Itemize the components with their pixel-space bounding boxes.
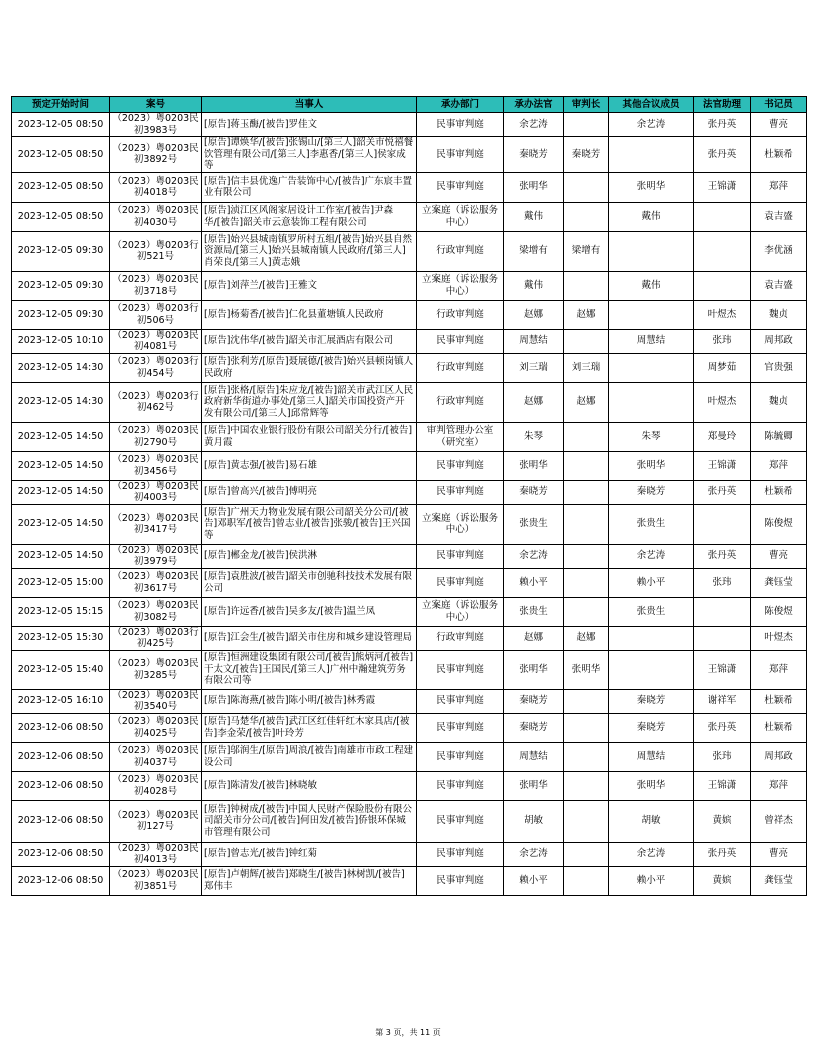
cell-judge: 张明华 bbox=[504, 650, 564, 689]
cell-clerk: 陈俊煜 bbox=[751, 504, 807, 544]
cell-department: 行政审判庭 bbox=[417, 626, 504, 650]
table-row bbox=[12, 451, 807, 480]
cell-case-number: （2023）粤0203民初3718号 bbox=[110, 271, 202, 300]
cell-assistant: 张丹英 bbox=[694, 544, 751, 568]
table-row bbox=[12, 422, 807, 451]
cell-department: 行政审判庭 bbox=[417, 382, 504, 422]
cell-clerk: 郑萍 bbox=[751, 451, 807, 480]
cell-clerk: 魏贞 bbox=[751, 382, 807, 422]
cell-assistant: 谢祥军 bbox=[694, 689, 751, 713]
cell-judge: 张明华 bbox=[504, 451, 564, 480]
cell-other-members bbox=[609, 650, 694, 689]
cell-clerk: 袁吉盛 bbox=[751, 271, 807, 300]
cell-assistant bbox=[694, 231, 751, 271]
table-row bbox=[12, 231, 807, 271]
cell-other-members: 余艺涛 bbox=[609, 842, 694, 866]
cell-assistant: 张玮 bbox=[694, 329, 751, 353]
cell-assistant bbox=[694, 626, 751, 650]
cell-judge: 余艺涛 bbox=[504, 842, 564, 866]
table-row bbox=[12, 271, 807, 300]
cell-start-time: 2023-12-05 15:40 bbox=[12, 650, 110, 689]
cell-judge: 赖小平 bbox=[504, 568, 564, 597]
cell-department: 民事审判庭 bbox=[417, 742, 504, 771]
cell-chief-judge: 赵娜 bbox=[564, 300, 609, 329]
cell-start-time: 2023-12-05 14:50 bbox=[12, 504, 110, 544]
cell-other-members: 张明华 bbox=[609, 172, 694, 202]
cell-other-members bbox=[609, 137, 694, 173]
cell-chief-judge bbox=[564, 451, 609, 480]
cell-case-number: （2023）粤0203民初4018号 bbox=[110, 172, 202, 202]
cell-assistant: 王锦潇 bbox=[694, 451, 751, 480]
cell-department: 民事审判庭 bbox=[417, 689, 504, 713]
cell-assistant: 王锦潇 bbox=[694, 172, 751, 202]
header-case-number: 案号 bbox=[110, 97, 202, 113]
cell-chief-judge bbox=[564, 842, 609, 866]
cell-judge: 秦晓芳 bbox=[504, 137, 564, 173]
cell-other-members: 秦晓芳 bbox=[609, 689, 694, 713]
cell-judge: 赖小平 bbox=[504, 866, 564, 895]
cell-assistant: 王锦潇 bbox=[694, 650, 751, 689]
cell-parties: [原告]江会生/[被告]韶关市住房和城乡建设管理局 bbox=[202, 626, 417, 650]
table-row bbox=[12, 866, 807, 895]
cell-chief-judge bbox=[564, 113, 609, 137]
cell-clerk: 郑萍 bbox=[751, 650, 807, 689]
cell-other-members: 戴伟 bbox=[609, 271, 694, 300]
cell-department: 民事审判庭 bbox=[417, 172, 504, 202]
cell-clerk: 魏贞 bbox=[751, 300, 807, 329]
table-row bbox=[12, 713, 807, 742]
cell-chief-judge bbox=[564, 172, 609, 202]
schedule-table bbox=[11, 96, 807, 896]
cell-clerk: 曹亮 bbox=[751, 842, 807, 866]
cell-start-time: 2023-12-05 16:10 bbox=[12, 689, 110, 713]
cell-start-time: 2023-12-05 10:10 bbox=[12, 329, 110, 353]
cell-case-number: （2023）粤0203民初2790号 bbox=[110, 422, 202, 451]
cell-chief-judge: 刘三瑞 bbox=[564, 353, 609, 382]
cell-start-time: 2023-12-06 08:50 bbox=[12, 842, 110, 866]
cell-judge: 余艺涛 bbox=[504, 544, 564, 568]
cell-chief-judge bbox=[564, 713, 609, 742]
cell-other-members: 朱琴 bbox=[609, 422, 694, 451]
cell-department: 民事审判庭 bbox=[417, 866, 504, 895]
cell-clerk: 杜颖希 bbox=[751, 713, 807, 742]
table-row bbox=[12, 382, 807, 422]
cell-parties: [原告]钟树成/[被告]中国人民财产保险股份有限公司韶关市分公司/[被告]何田发/[被告]侨银环保城市管理有限公司 bbox=[202, 800, 417, 842]
cell-case-number: （2023）粤0203民初3417号 bbox=[110, 504, 202, 544]
cell-clerk: 陈俊煜 bbox=[751, 597, 807, 626]
cell-other-members: 张贵生 bbox=[609, 504, 694, 544]
cell-chief-judge bbox=[564, 800, 609, 842]
cell-department: 民事审判庭 bbox=[417, 480, 504, 504]
cell-case-number: （2023）粤0203民初3851号 bbox=[110, 866, 202, 895]
cell-other-members: 秦晓芳 bbox=[609, 480, 694, 504]
cell-assistant: 张丹英 bbox=[694, 480, 751, 504]
cell-other-members: 胡敏 bbox=[609, 800, 694, 842]
header-judge: 承办法官 bbox=[504, 97, 564, 113]
cell-judge: 秦晓芳 bbox=[504, 713, 564, 742]
cell-start-time: 2023-12-06 08:50 bbox=[12, 771, 110, 800]
cell-department: 行政审判庭 bbox=[417, 231, 504, 271]
cell-other-members: 余艺涛 bbox=[609, 113, 694, 137]
cell-clerk: 陈毓卿 bbox=[751, 422, 807, 451]
cell-case-number: （2023）粤0203民初4030号 bbox=[110, 202, 202, 231]
cell-parties: [原告]广州天力物业发展有限公司韶关分公司/[被告]邓职军/[被告]曾志业/[被告]张骏/[被告]王兴国等 bbox=[202, 504, 417, 544]
cell-judge: 张贵生 bbox=[504, 504, 564, 544]
table-row bbox=[12, 353, 807, 382]
cell-judge: 秦晓芳 bbox=[504, 689, 564, 713]
cell-parties: [原告]卢朝辉/[被告]郑晓生/[被告]林树凯/[被告]郑伟丰 bbox=[202, 866, 417, 895]
table-row bbox=[12, 626, 807, 650]
cell-other-members bbox=[609, 353, 694, 382]
table-row bbox=[12, 800, 807, 842]
cell-parties: [原告]沈伟华/[被告]韶关市汇展酒店有限公司 bbox=[202, 329, 417, 353]
cell-case-number: （2023）粤0203民初3892号 bbox=[110, 137, 202, 173]
table-row bbox=[12, 172, 807, 202]
cell-department: 民事审判庭 bbox=[417, 544, 504, 568]
cell-assistant bbox=[694, 597, 751, 626]
cell-parties: [原告]陈海燕/[被告]陈小明/[被告]林秀霞 bbox=[202, 689, 417, 713]
cell-start-time: 2023-12-05 09:30 bbox=[12, 300, 110, 329]
cell-judge: 朱琴 bbox=[504, 422, 564, 451]
cell-parties: [原告]曾志光/[被告]钟红菊 bbox=[202, 842, 417, 866]
cell-case-number: （2023）粤0203行初521号 bbox=[110, 231, 202, 271]
cell-chief-judge bbox=[564, 480, 609, 504]
table-row bbox=[12, 202, 807, 231]
cell-chief-judge bbox=[564, 597, 609, 626]
cell-department: 立案庭（诉讼服务中心） bbox=[417, 202, 504, 231]
cell-parties: [原告]邬润生/[原告]周浪/[被告]南雄市市政工程建设公司 bbox=[202, 742, 417, 771]
cell-assistant bbox=[694, 202, 751, 231]
cell-case-number: （2023）粤0203民初3979号 bbox=[110, 544, 202, 568]
cell-assistant: 黄嫔 bbox=[694, 866, 751, 895]
cell-chief-judge: 赵娜 bbox=[564, 382, 609, 422]
cell-start-time: 2023-12-05 15:30 bbox=[12, 626, 110, 650]
cell-department: 民事审判庭 bbox=[417, 329, 504, 353]
table-row bbox=[12, 504, 807, 544]
cell-department: 立案庭（诉讼服务中心） bbox=[417, 271, 504, 300]
cell-judge: 周慧结 bbox=[504, 742, 564, 771]
cell-case-number: （2023）粤0203民初3082号 bbox=[110, 597, 202, 626]
cell-clerk: 曹亮 bbox=[751, 113, 807, 137]
cell-other-members: 周慧结 bbox=[609, 742, 694, 771]
cell-case-number: （2023）粤0203民初4037号 bbox=[110, 742, 202, 771]
cell-judge: 赵娜 bbox=[504, 382, 564, 422]
cell-case-number: （2023）粤0203行初425号 bbox=[110, 626, 202, 650]
cell-other-members: 秦晓芳 bbox=[609, 713, 694, 742]
cell-assistant: 张丹英 bbox=[694, 713, 751, 742]
cell-assistant: 黄嫔 bbox=[694, 800, 751, 842]
cell-parties: [原告]曾高兴/[被告]傅明亮 bbox=[202, 480, 417, 504]
cell-other-members: 张明华 bbox=[609, 771, 694, 800]
header-department: 承办部门 bbox=[417, 97, 504, 113]
cell-department: 民事审判庭 bbox=[417, 842, 504, 866]
cell-department: 民事审判庭 bbox=[417, 568, 504, 597]
cell-start-time: 2023-12-05 14:50 bbox=[12, 422, 110, 451]
table-row bbox=[12, 771, 807, 800]
cell-case-number: （2023）粤0203民初4013号 bbox=[110, 842, 202, 866]
cell-clerk: 龚钰莹 bbox=[751, 866, 807, 895]
cell-parties: [原告]许远香/[被告]吴多友/[被告]温兰凤 bbox=[202, 597, 417, 626]
cell-case-number: （2023）粤0203民初3285号 bbox=[110, 650, 202, 689]
cell-parties: [原告]刘萍兰/[被告]王雅文 bbox=[202, 271, 417, 300]
cell-start-time: 2023-12-06 08:50 bbox=[12, 866, 110, 895]
table-row bbox=[12, 137, 807, 173]
cell-assistant bbox=[694, 271, 751, 300]
cell-judge: 秦晓芳 bbox=[504, 480, 564, 504]
cell-department: 民事审判庭 bbox=[417, 650, 504, 689]
cell-chief-judge bbox=[564, 771, 609, 800]
cell-parties: [原告]陈清发/[被告]林晓敏 bbox=[202, 771, 417, 800]
cell-case-number: （2023）粤0203民初4028号 bbox=[110, 771, 202, 800]
cell-department: 民事审判庭 bbox=[417, 113, 504, 137]
cell-other-members: 余艺涛 bbox=[609, 544, 694, 568]
cell-parties: [原告]浈江区风阁家居设计工作室/[被告]尹森华/[被告]韶关市云意装饰工程有限公司 bbox=[202, 202, 417, 231]
table-row bbox=[12, 842, 807, 866]
cell-case-number: （2023）粤0203民初127号 bbox=[110, 800, 202, 842]
cell-other-members bbox=[609, 626, 694, 650]
cell-department: 行政审判庭 bbox=[417, 300, 504, 329]
cell-judge: 张明华 bbox=[504, 771, 564, 800]
cell-parties: [原告]袁胜波/[被告]韶关市创驰科技技术发展有限公司 bbox=[202, 568, 417, 597]
cell-case-number: （2023）粤0203民初3617号 bbox=[110, 568, 202, 597]
cell-department: 民事审判庭 bbox=[417, 800, 504, 842]
cell-parties: [原告]马楚华/[被告]武江区红佳轩红木家具店/[被告]李金荣/[被告]叶玲芳 bbox=[202, 713, 417, 742]
cell-case-number: （2023）粤0203民初3456号 bbox=[110, 451, 202, 480]
cell-department: 行政审判庭 bbox=[417, 353, 504, 382]
table-row bbox=[12, 480, 807, 504]
cell-other-members: 张贵生 bbox=[609, 597, 694, 626]
cell-chief-judge bbox=[564, 329, 609, 353]
cell-parties: [原告]中国农业银行股份有限公司韶关分行/[被告]黄月霞 bbox=[202, 422, 417, 451]
cell-judge: 胡敏 bbox=[504, 800, 564, 842]
cell-parties: [原告]信丰县优逸广告装饰中心/[被告]广东宸丰置业有限公司 bbox=[202, 172, 417, 202]
cell-clerk: 袁吉盛 bbox=[751, 202, 807, 231]
cell-parties: [原告]恒洲建设集团有限公司/[被告]熊炳河/[被告]干太文/[被告]王国民/[第三人]广州中瀚建筑劳务有限公司等 bbox=[202, 650, 417, 689]
table-row bbox=[12, 329, 807, 353]
cell-chief-judge bbox=[564, 504, 609, 544]
cell-start-time: 2023-12-05 08:50 bbox=[12, 113, 110, 137]
table-row bbox=[12, 689, 807, 713]
cell-clerk: 叶煜杰 bbox=[751, 626, 807, 650]
cell-chief-judge: 秦晓芳 bbox=[564, 137, 609, 173]
cell-assistant: 王锦潇 bbox=[694, 771, 751, 800]
cell-assistant: 郑曼玲 bbox=[694, 422, 751, 451]
cell-judge: 张明华 bbox=[504, 172, 564, 202]
cell-case-number: （2023）粤0203行初506号 bbox=[110, 300, 202, 329]
cell-judge: 刘三瑞 bbox=[504, 353, 564, 382]
cell-other-members: 张明华 bbox=[609, 451, 694, 480]
cell-department: 立案庭（诉讼服务中心） bbox=[417, 597, 504, 626]
cell-judge: 赵娜 bbox=[504, 300, 564, 329]
cell-clerk: 龚钰莹 bbox=[751, 568, 807, 597]
cell-chief-judge bbox=[564, 568, 609, 597]
cell-department: 民事审判庭 bbox=[417, 771, 504, 800]
cell-clerk: 周邦政 bbox=[751, 329, 807, 353]
header-clerk: 书记员 bbox=[751, 97, 807, 113]
cell-start-time: 2023-12-05 09:30 bbox=[12, 231, 110, 271]
cell-clerk: 郑萍 bbox=[751, 172, 807, 202]
cell-chief-judge: 张明华 bbox=[564, 650, 609, 689]
cell-assistant: 张丹英 bbox=[694, 842, 751, 866]
cell-chief-judge bbox=[564, 422, 609, 451]
cell-chief-judge bbox=[564, 544, 609, 568]
cell-chief-judge bbox=[564, 689, 609, 713]
cell-parties: [原告]张格/[原告]朱应龙/[被告]韶关市武江区人民政府新华街道办事处/[第三人]韶关市国投资产开发有限公司/[第三人]邱常辉等 bbox=[202, 382, 417, 422]
cell-assistant: 叶煜杰 bbox=[694, 382, 751, 422]
cell-department: 民事审判庭 bbox=[417, 713, 504, 742]
cell-other-members: 赖小平 bbox=[609, 568, 694, 597]
cell-judge: 梁增有 bbox=[504, 231, 564, 271]
cell-judge: 周慧结 bbox=[504, 329, 564, 353]
cell-other-members: 戴伟 bbox=[609, 202, 694, 231]
header-other-members: 其他合议成员 bbox=[609, 97, 694, 113]
cell-start-time: 2023-12-05 14:30 bbox=[12, 382, 110, 422]
cell-chief-judge: 赵娜 bbox=[564, 626, 609, 650]
cell-start-time: 2023-12-06 08:50 bbox=[12, 713, 110, 742]
cell-other-members bbox=[609, 231, 694, 271]
header-parties: 当事人 bbox=[202, 97, 417, 113]
cell-case-number: （2023）粤0203民初4025号 bbox=[110, 713, 202, 742]
cell-chief-judge: 梁增有 bbox=[564, 231, 609, 271]
cell-parties: [原告]谭焕华/[被告]张锡山/[第三人]韶关市悦禧餐饮管理有限公司/[第三人]李惠香/[第三人]侯家成等 bbox=[202, 137, 417, 173]
cell-start-time: 2023-12-05 08:50 bbox=[12, 172, 110, 202]
cell-parties: [原告]蒋玉酶/[被告]罗佳文 bbox=[202, 113, 417, 137]
cell-start-time: 2023-12-05 14:50 bbox=[12, 544, 110, 568]
cell-assistant: 张玮 bbox=[694, 568, 751, 597]
table-row bbox=[12, 568, 807, 597]
cell-assistant: 周梦茹 bbox=[694, 353, 751, 382]
header-chief-judge: 审判长 bbox=[564, 97, 609, 113]
cell-start-time: 2023-12-06 08:50 bbox=[12, 800, 110, 842]
table-row bbox=[12, 597, 807, 626]
cell-start-time: 2023-12-05 15:15 bbox=[12, 597, 110, 626]
header-assistant: 法官助理 bbox=[694, 97, 751, 113]
cell-other-members: 周慧结 bbox=[609, 329, 694, 353]
cell-chief-judge bbox=[564, 866, 609, 895]
cell-start-time: 2023-12-05 15:00 bbox=[12, 568, 110, 597]
page-footer: 第 3 页，共 11 页 bbox=[375, 1028, 441, 1037]
cell-clerk: 李优涵 bbox=[751, 231, 807, 271]
cell-clerk: 周邦政 bbox=[751, 742, 807, 771]
cell-chief-judge bbox=[564, 742, 609, 771]
cell-assistant: 张丹英 bbox=[694, 113, 751, 137]
cell-parties: [原告]张利芳/[原告]聂展德/[被告]始兴县顿岗镇人民政府 bbox=[202, 353, 417, 382]
cell-clerk: 杜颖希 bbox=[751, 480, 807, 504]
cell-start-time: 2023-12-05 14:50 bbox=[12, 480, 110, 504]
cell-clerk: 杜颖希 bbox=[751, 689, 807, 713]
cell-case-number: （2023）粤0203民初4003号 bbox=[110, 480, 202, 504]
cell-judge: 戴伟 bbox=[504, 271, 564, 300]
table-row bbox=[12, 300, 807, 329]
cell-parties: [原告]杨菊香/[被告]仁化县董塘镇人民政府 bbox=[202, 300, 417, 329]
cell-assistant: 叶煜杰 bbox=[694, 300, 751, 329]
cell-judge: 赵娜 bbox=[504, 626, 564, 650]
cell-assistant: 张丹英 bbox=[694, 137, 751, 173]
cell-case-number: （2023）粤0203民初3540号 bbox=[110, 689, 202, 713]
cell-clerk: 曾祥杰 bbox=[751, 800, 807, 842]
cell-start-time: 2023-12-05 08:50 bbox=[12, 137, 110, 173]
cell-start-time: 2023-12-05 08:50 bbox=[12, 202, 110, 231]
cell-other-members: 赖小平 bbox=[609, 866, 694, 895]
cell-case-number: （2023）粤0203行初462号 bbox=[110, 382, 202, 422]
cell-chief-judge bbox=[564, 202, 609, 231]
table-row bbox=[12, 650, 807, 689]
header-start-time: 预定开始时间 bbox=[12, 97, 110, 113]
cell-case-number: （2023）粤0203民初3983号 bbox=[110, 113, 202, 137]
cell-department: 民事审判庭 bbox=[417, 137, 504, 173]
cell-judge: 余艺涛 bbox=[504, 113, 564, 137]
cell-clerk: 郑萍 bbox=[751, 771, 807, 800]
cell-clerk: 曹亮 bbox=[751, 544, 807, 568]
cell-assistant bbox=[694, 504, 751, 544]
cell-case-number: （2023）粤0203民初4081号 bbox=[110, 329, 202, 353]
cell-department: 民事审判庭 bbox=[417, 451, 504, 480]
cell-assistant: 张玮 bbox=[694, 742, 751, 771]
cell-chief-judge bbox=[564, 271, 609, 300]
table-row bbox=[12, 113, 807, 137]
table-row bbox=[12, 544, 807, 568]
cell-parties: [原告]郴金龙/[被告]侯洪淋 bbox=[202, 544, 417, 568]
cell-other-members bbox=[609, 382, 694, 422]
cell-other-members bbox=[609, 300, 694, 329]
cell-judge: 戴伟 bbox=[504, 202, 564, 231]
cell-parties: [原告]始兴县城南镇罗所村五组/[被告]始兴县自然资源局/[第三人]始兴县城南镇人民政府/[第三人]肖荣良/[第三人]黄志娥 bbox=[202, 231, 417, 271]
cell-start-time: 2023-12-05 14:50 bbox=[12, 451, 110, 480]
cell-start-time: 2023-12-05 14:30 bbox=[12, 353, 110, 382]
table-row bbox=[12, 742, 807, 771]
cell-clerk: 杜颖希 bbox=[751, 137, 807, 173]
cell-judge: 张贵生 bbox=[504, 597, 564, 626]
table-header-row bbox=[12, 97, 807, 113]
cell-start-time: 2023-12-06 08:50 bbox=[12, 742, 110, 771]
cell-case-number: （2023）粤0203行初454号 bbox=[110, 353, 202, 382]
cell-clerk: 官贵强 bbox=[751, 353, 807, 382]
cell-department: 立案庭（诉讼服务中心） bbox=[417, 504, 504, 544]
cell-start-time: 2023-12-05 09:30 bbox=[12, 271, 110, 300]
cell-department: 审判管理办公室（研究室） bbox=[417, 422, 504, 451]
cell-parties: [原告]黄志强/[被告]易石雄 bbox=[202, 451, 417, 480]
